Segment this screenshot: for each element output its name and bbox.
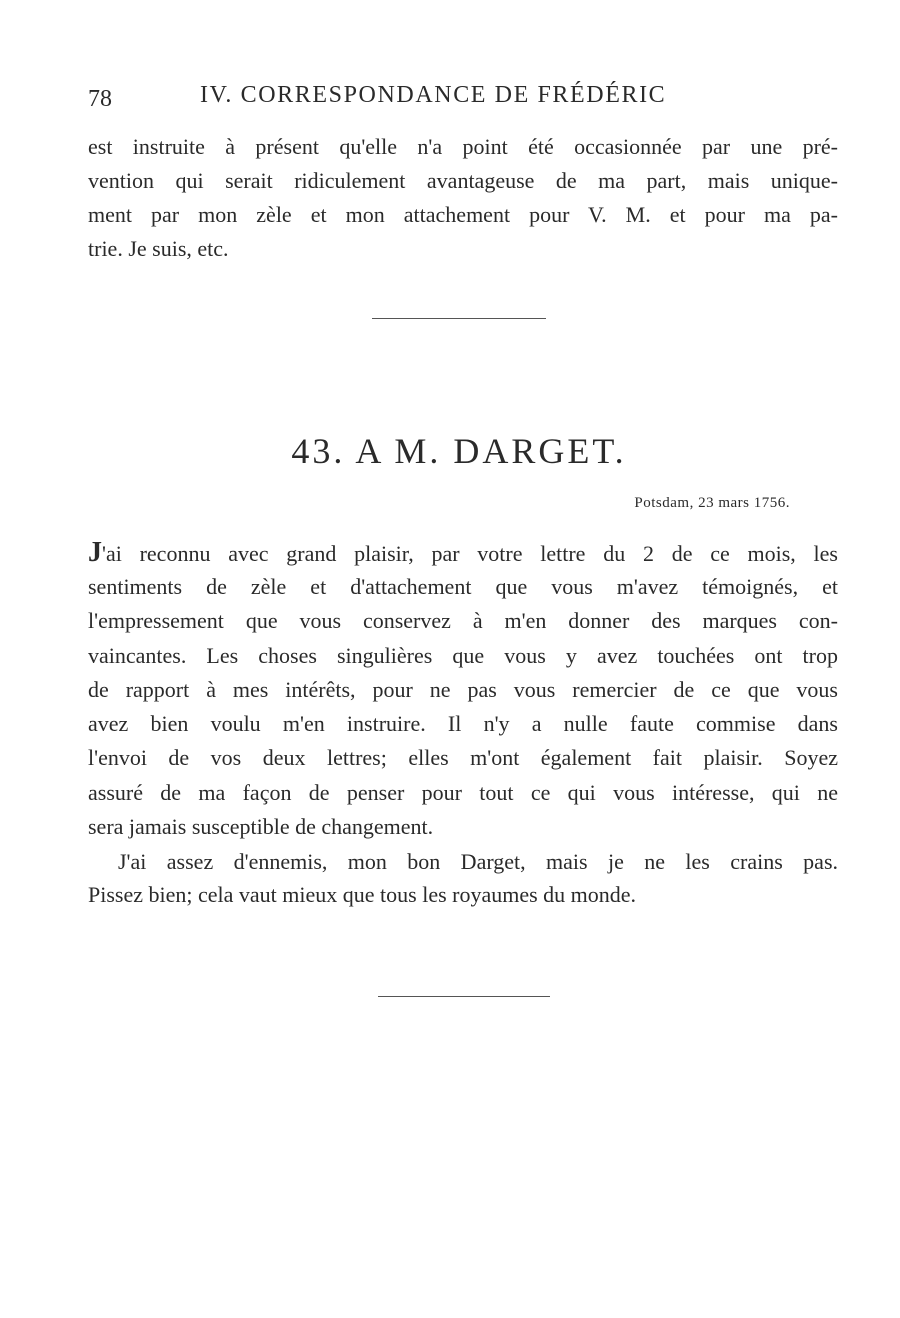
running-title: IV. CORRESPONDANCE DE FRÉDÉRIC: [200, 82, 667, 108]
text-line: vaincantes. Les choses singulières que vous y avez touchées ont trop: [88, 643, 838, 668]
text-line: assuré de ma façon de penser pour tout ce qui vous intéresse, qui ne: [88, 780, 838, 805]
running-header: [88, 82, 838, 116]
page-number: 78: [88, 86, 112, 112]
text-line: sentiments de zèle et d'attachement que vous m'avez témoignés, et: [88, 574, 838, 599]
text-line: J'ai assez d'ennemis, mon bon Darget, mais je ne les crains pas.: [118, 849, 838, 874]
text-line: Pissez bien; cela vaut mieux que tous les royaumes du monde.: [88, 882, 637, 907]
text-line: de rapport à mes intérêts, pour ne pas vous remercier de ce que vous: [88, 677, 838, 702]
text-line: ment par mon zèle et mon attachement pour V. M. et pour ma pa-: [88, 202, 838, 227]
text-line: vention qui serait ridiculement avantageuse de ma part, mais unique-: [88, 168, 838, 193]
text-line: l'empressement que vous conservez à m'en donner des marques con-: [88, 608, 838, 633]
letter-title: 43. A M. DARGET.: [291, 431, 627, 471]
section-divider: [372, 318, 546, 319]
text-line: est instruite à présent qu'elle n'a point été occasionnée par une pré-: [88, 134, 838, 159]
text-line: l'envoi de vos deux lettres; elles m'ont également fait plaisir. Soyez: [88, 745, 838, 770]
text-line: trie. Je suis, etc.: [88, 236, 229, 261]
text-line: [88, 538, 838, 569]
text-span: 'ai reconnu avec grand plaisir, par votre lettre du 2 de ce mois, les: [102, 541, 838, 566]
drop-cap: J: [88, 537, 102, 568]
text-line: sera jamais susceptible de changement.: [88, 814, 434, 839]
letter-dateline: Potsdam, 23 mars 1756.: [634, 495, 790, 511]
section-divider: [378, 996, 550, 997]
text-line: avez bien voulu m'en instruire. Il n'y a nulle faute commise dans: [88, 711, 838, 736]
